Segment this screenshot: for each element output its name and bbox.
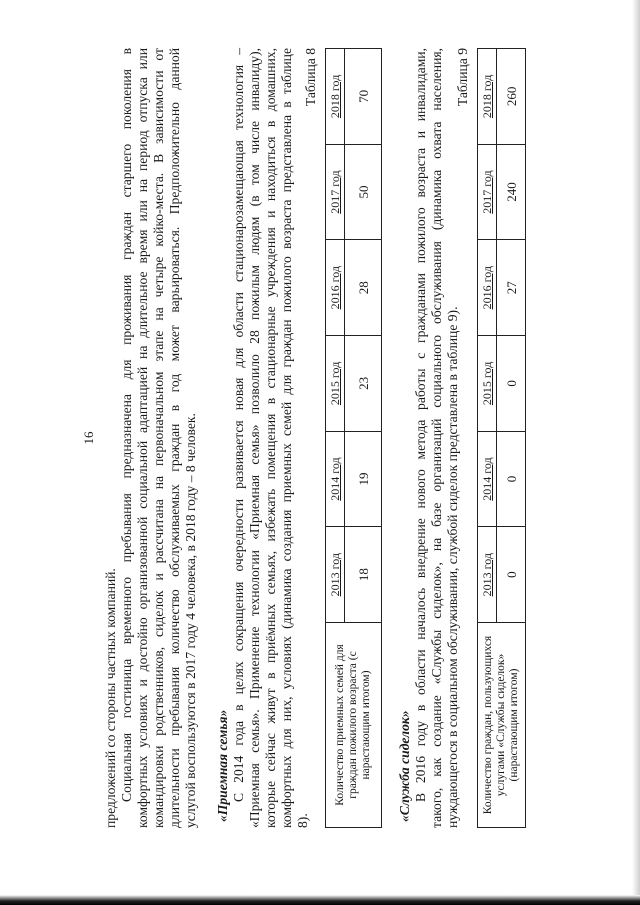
text-line: которые сейчас живут в приёмных семьях, избежать помещения в стационарные учреждения и находиться в домашних, — [263, 48, 278, 828]
text-line: командировки родственников, сиделок и рассчитана на первоначальном этапе на четыре койко-места. В зависимости от — [151, 48, 166, 828]
table-cell: 260 — [497, 49, 526, 145]
year-header: 2014 год — [326, 431, 345, 527]
table-header-row — [478, 49, 497, 828]
year-header: 2014 год — [478, 431, 497, 527]
text-line: 8). — [295, 813, 310, 828]
text-line: Социальная гостиница временного пребывания предназначена для проживания граждан старшего поколения в — [119, 48, 134, 802]
table-cell: 0 — [497, 527, 526, 623]
table-cell: 50 — [345, 144, 382, 240]
year-header: 2017 год — [326, 144, 345, 240]
table-row-label: Количество граждан, пользующихся услугами «Службы сиделок» (нарастающим итогом) — [478, 623, 526, 828]
table-cell: 27 — [497, 240, 526, 336]
text-line: В 2016 году в области началось внедрение нового метода работы с гражданами пожилого возраста и инвалидами, — [413, 48, 428, 802]
table-cell: 0 — [497, 431, 526, 527]
section-heading-foster-family: «Приемная семья» — [215, 709, 230, 822]
text-line: длительности пребывания количество обслуживаемых граждан в год может варьироваться. Предположительно данной — [167, 48, 182, 828]
year-header: 2018 год — [326, 49, 345, 145]
text-line: предложений со стороны частных компаний. — [103, 568, 118, 828]
table-9-caption: Таблица 9 — [455, 48, 470, 107]
section-heading-caregiver-service: «Служба сиделок» — [397, 710, 412, 822]
table-8 — [325, 48, 382, 828]
table-cell: 28 — [345, 240, 382, 336]
year-header: 2015 год — [478, 336, 497, 432]
table-cell: 19 — [345, 431, 382, 527]
table-cell: 23 — [345, 336, 382, 432]
table-9 — [477, 48, 526, 828]
year-header: 2016 год — [478, 240, 497, 336]
year-header: 2018 год — [478, 49, 497, 145]
table-cell: 240 — [497, 144, 526, 240]
text-line: «Приемная семья». Применение технологии «Приемная семья» позволило 28 пожилым людям (в том числе инвалиду), — [247, 48, 262, 828]
table-row-label: Количество приемных семей для граждан пожилого возраста (с нарастающим итогом) — [326, 623, 382, 828]
text-line: услугой воспользуются в 2017 году 4 человека, в 2018 году – 8 человек. — [183, 413, 198, 828]
text-line: такого, как создание «Службы сиделок», на базе организаций социального обслуживания (динамика охвата населения, — [429, 48, 444, 828]
year-header: 2016 год — [326, 240, 345, 336]
text-line: С 2014 года в целях сокращения очередности развивается новая для области стационарозамещающая технология – — [231, 48, 246, 802]
table-header-row — [326, 49, 345, 828]
text-line: комфортных условиях и достойно организованной социальной адаптацией на длительное время или на период отпуска или — [135, 48, 150, 828]
text-line: нуждающегося в социальном обслуживании, службой сиделок представлена в таблице 9). — [445, 306, 460, 828]
scan-edge-border — [0, 895, 640, 905]
rotated-document-page — [75, 48, 530, 828]
year-header: 2015 год — [326, 336, 345, 432]
table-cell: 70 — [345, 49, 382, 145]
table-cell: 18 — [345, 527, 382, 623]
year-header: 2013 год — [478, 527, 497, 623]
scan-edge-shadow — [632, 0, 640, 905]
text-line: комфортных для них, условиях (динамика создания приемных семей для граждан пожилого возраста представлена в таблице — [279, 48, 294, 828]
table-8-caption: Таблица 8 — [303, 48, 318, 107]
year-header: 2017 год — [478, 144, 497, 240]
table-cell: 0 — [497, 336, 526, 432]
page-number: 16 — [81, 431, 96, 445]
year-header: 2013 год — [326, 527, 345, 623]
